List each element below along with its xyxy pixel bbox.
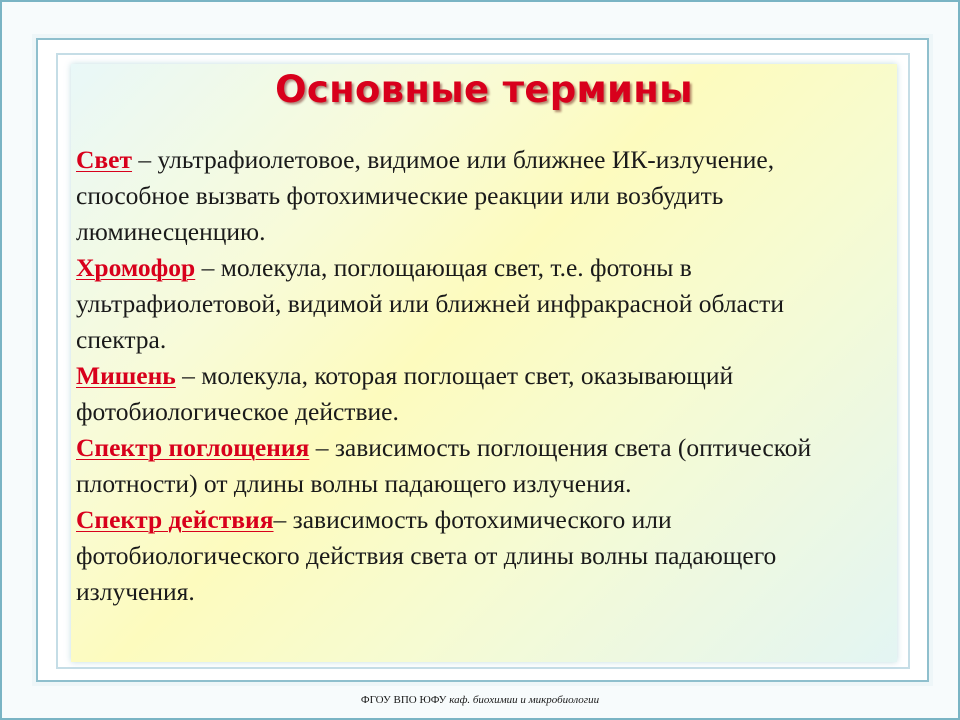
term-light: Свет xyxy=(76,145,133,174)
slide-title: Основные термины xyxy=(275,68,693,111)
definition-target xyxy=(76,358,876,430)
definitions-list xyxy=(76,142,876,610)
separator: – xyxy=(273,505,293,534)
definition-text: ультрафиолетовое, видимое или ближнее ИК-излучение, способное вызвать фотохимические реакции или возбудить люминесценцию. xyxy=(76,145,775,246)
separator: – xyxy=(309,433,335,462)
slide-inner-frame xyxy=(56,53,910,669)
definition-chromophore xyxy=(76,250,876,358)
definition-text: зависимость поглощения света (оптической плотности) от длины волны падающего излучения. xyxy=(76,433,812,498)
footer-dept: каф. биохимии и микробиологии xyxy=(449,694,600,706)
slide-outer-frame xyxy=(36,38,929,682)
definition-light xyxy=(76,142,876,250)
footer xyxy=(2,694,958,706)
definition-action-spectrum xyxy=(76,502,876,610)
footer-org: ФГОУ ВПО ЮФУ xyxy=(360,694,447,706)
separator: – xyxy=(175,361,202,390)
term-action-spectrum: Спектр действия xyxy=(76,505,274,534)
term-chromophore: Хромофор xyxy=(76,253,196,282)
separator: – xyxy=(195,253,221,282)
definition-text: молекула, поглощающая свет, т.е. фотоны в ультрафиолетовой, видимой или ближней инфракрасной области спектра. xyxy=(76,253,784,354)
definition-absorption-spectrum xyxy=(76,430,876,502)
term-target: Мишень xyxy=(76,361,176,390)
content-panel xyxy=(71,64,897,662)
definition-text: зависимость фотохимического или фотобиологического действия света от длины волны падающего излучения. xyxy=(76,505,777,606)
definition-text: молекула, которая поглощает свет, оказывающий фотобиологическое действие. xyxy=(76,361,734,426)
separator: – xyxy=(132,145,158,174)
term-absorption-spectrum: Спектр поглощения xyxy=(76,433,310,462)
